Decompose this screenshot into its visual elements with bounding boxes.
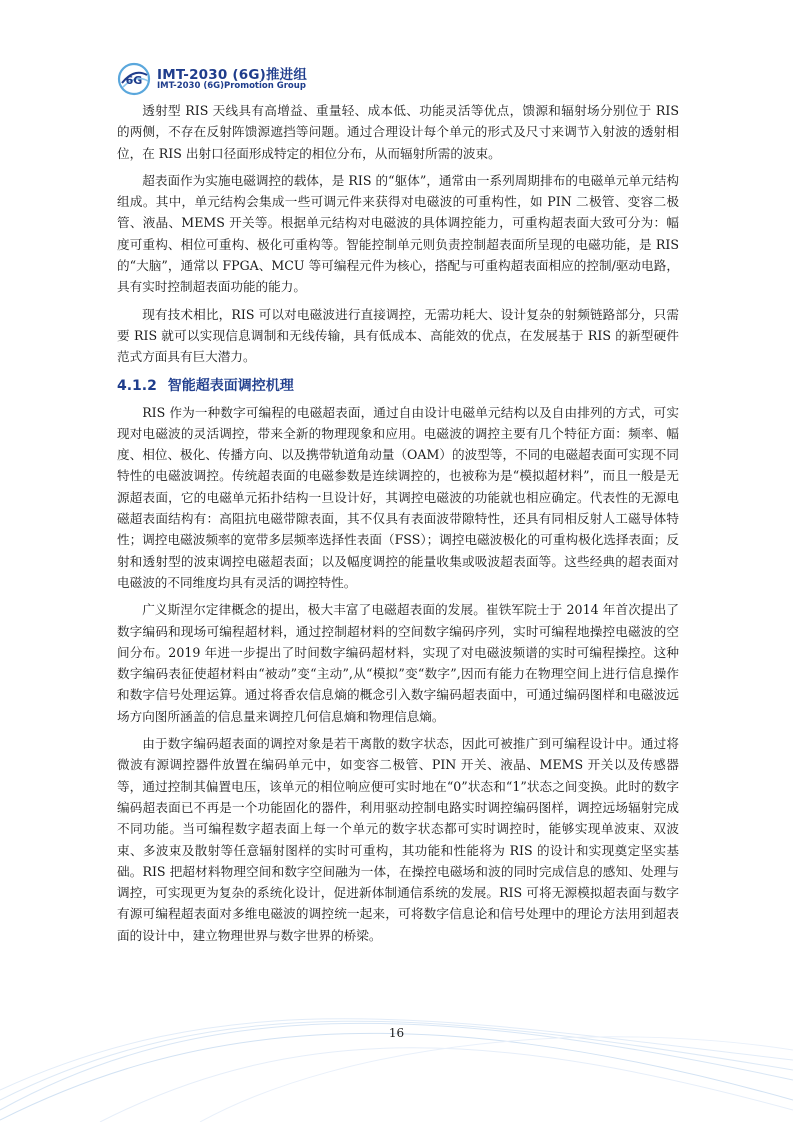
- body-paragraph: 现有技术相比，RIS 可以对电磁波进行直接调控，无需功耗大、设计复杂的射频链路部分，只需要 RIS 就可以实现信息调制和无线传输，具有低成本、高能效的优点，在发展基于 RIS 的新型硬件范式方面具有巨大潜力。: [117, 306, 679, 365]
- decorative-waves: [0, 960, 793, 1122]
- section-number: 4.1.2: [117, 377, 157, 394]
- imt2030-logo-icon: [117, 62, 151, 96]
- page-body: [117, 100, 679, 946]
- logo-text: 6G: [125, 74, 143, 87]
- body-paragraph: 广义斯涅尔定律概念的提出，极大丰富了电磁超表面的发展。崔铁军院士于 2014 年首次提出了数字编码和现场可编程超材料，通过控制超材料的空间数字编码序列，实时可编程地操控电磁波的空间分布。2019 年进一步提出了时间数字编码超材料，实现了对电磁波频谱的实时可编程操控。这种数字编码表征使超材料由“被动”变“主动”,从“模拟”变“数字”,因而有能力在物理空间上进行信息操作和数字信号处理运算。通过将香农信息熵的概念引入数字编码超表面中，可通过编码图样和电磁波远场方向图所涵盖的信息量来调控几何信息熵和物理信息熵。: [117, 602, 679, 724]
- brand-subtitle: IMT-2030 (6G)Promotion Group: [157, 81, 306, 91]
- body-paragraph: 由于数字编码超表面的调控对象是若干离散的数字状态，因此可被推广到可编程设计中。通过将微波有源调控器件放置在编码单元中，如变容二极管、PIN 开关、液晶、MEMS 开关以及传感器等，通过控制其偏置电压，该单元的相位响应便可实时地在“0”状态和“1”状态之间变换。此时的数字编码超表面已不再是一个功能固化的器件，利用驱动控制电路实时调控编码图样，调控远场辐射完成不同功能。当可编程数字超表面上每一个单元的数字状态都可实时调控时，能够实现单波束、双波束、多波束及散射等任意辐射图样的实时可重构，其功能和性能将为 RIS 的设计和实现奠定坚实基础。RIS 把超材料物理空间和数字空间融为一体，在操控电磁场和波的同时完成信息的感知、处理与调控，可实现更为复杂的系统化设计，促进新体制通信系统的发展。RIS 可将无源模拟超表面与数字有源可编程超表面对多维电磁波的调控统一起来，可将数字信息论和信号处理中的理论方法用到超表面的设计中，建立物理世界与数字世界的桥梁。: [117, 736, 679, 943]
- body-paragraph: 透射型 RIS 天线具有高增益、重量轻、成本低、功能灵活等优点，馈源和辐射场分别位于 RIS 的两侧，不存在反射阵馈源遮挡等问题。通过合理设计每个单元的形式及尺寸来调节入射波的透射相位，在 RIS 出射口径面形成特定的相位分布，从而辐射所需的波束。: [117, 103, 679, 161]
- page-number: 16: [388, 1026, 405, 1040]
- body-paragraph: RIS 作为一种数字可编程的电磁超表面，通过自由设计电磁单元结构以及自由排列的方式，可实现对电磁波的灵活调控，带来全新的物理现象和应用。电磁波的调控主要有几个特征方面：频率、幅度、相位、极化、传播方向、以及携带轨道角动量（OAM）的波型等，不同的电磁超表面可实现不同特性的电磁波调控。传统超表面的电磁参数是连续调控的，也被称为是“模拟超材料”，而且一般是无源超表面，它的电磁单元拓扑结构一旦设计好，其调控电磁波的功能就也相应确定。代表性的无源电磁超表面结构有：高阻抗电磁带隙表面，其不仅具有表面波带隙特性，还具有同相反射人工磁导体特性；调控电磁波频率的宽带多层频率选择性表面（FSS）；调控电磁波极化的可重构极化选择表面；反射和透射型的波束调控电磁超表面；以及幅度调控的能量收集或吸波超表面等。这些经典的超表面对电磁波的不同维度均具有灵活的调控特性。: [117, 404, 679, 590]
- section-title: 智能超表面调控机理: [167, 377, 294, 394]
- section-heading: [117, 374, 679, 398]
- brand-title: IMT-2030 (6G)推进组: [157, 67, 308, 83]
- body-paragraph: 超表面作为实施电磁调控的载体，是 RIS 的“躯体”，通常由一系列周期排布的电磁单元单元结构组成。其中，单元结构会集成一些可调元件来获得对电磁波的可重构性，如 PIN 二极管、变容二极管、液晶、MEMS 开关等。根据单元结构对电磁波的具体调控能力，可重构超表面大致可分为：幅度可重构、相位可重构、极化可重构等。智能控制单元则负责控制超表面所呈现的电磁功能，是 RIS 的“大脑”，通常以 FPGA、MCU 等可编程元件为核心，搭配与可重构超表面相应的控制/驱动电路，具有实时控制超表面功能的能力。: [117, 172, 679, 295]
